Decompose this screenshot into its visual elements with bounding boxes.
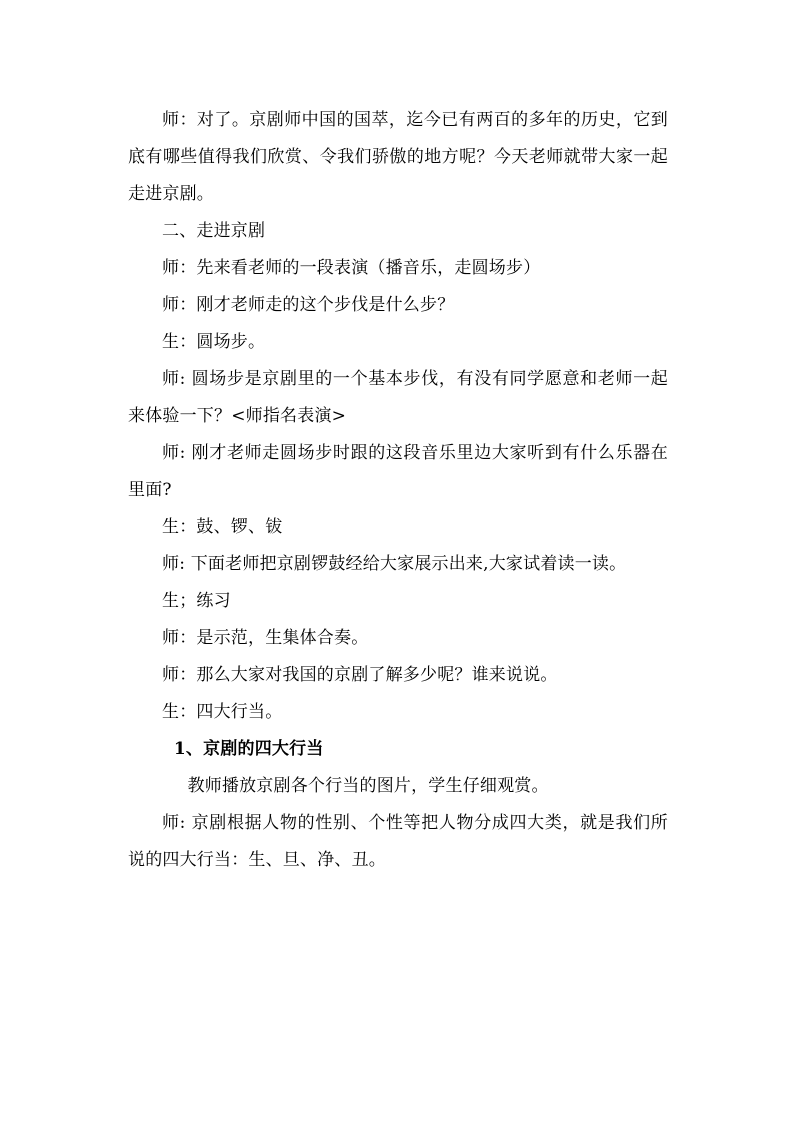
paragraph-teacher-invite: 师: 圆场步是京剧里的一个基本步伐，有没有同学愿意和老师一起来体验一下？<师指名表演> [128, 369, 668, 426]
paragraph-teacher-pictures: 教师播放京剧各个行当的图片，学生仔细观赏。 [187, 776, 549, 796]
subsection-title-four-roles: 1、京剧的四大行当 [173, 739, 324, 759]
paragraph-teacher-performance: 师：先来看老师的一段表演（播音乐，走圆场步） [162, 258, 541, 278]
paragraph-student-instruments: 生：鼓、锣、钹 [162, 517, 283, 537]
paragraph-student-practice: 生；练习 [162, 591, 231, 611]
paragraph-teacher-luogu: 师: 下面老师把京剧锣鼓经给大家展示出来,大家试着读一读。 [162, 554, 627, 574]
paragraph-teacher-instruments: 师: 刚才老师走圆场步时跟的这段音乐里边大家听到有什么乐器在里面? [128, 443, 668, 500]
paragraph-student-roles: 生：四大行当。 [162, 702, 283, 722]
paragraph-student-answer: 生：圆场步。 [162, 332, 266, 352]
document-body [128, 102, 668, 879]
paragraph-teacher-roles-explain: 师: 京剧根据人物的性别、个性等把人物分成四大类，就是我们所说的四大行当：生、旦、净、丑。 [128, 813, 668, 870]
paragraph-teacher-demo: 师：是示范，生集体合奏。 [162, 628, 369, 648]
paragraph-intro: 师：对了。京剧师中国的国萃，迄今已有两百的多年的历史，它到底有哪些值得我们欣赏、令我们骄傲的地方呢？今天老师就带大家一起走进京剧。 [128, 110, 668, 204]
paragraph-teacher-question: 师：刚才老师走的这个步伐是什么步？ [162, 295, 455, 315]
paragraph-teacher-ask: 师：那么大家对我国的京剧了解多少呢？谁来说说。 [162, 665, 558, 685]
section-title-enter-opera: 二、走进京剧 [162, 221, 266, 241]
